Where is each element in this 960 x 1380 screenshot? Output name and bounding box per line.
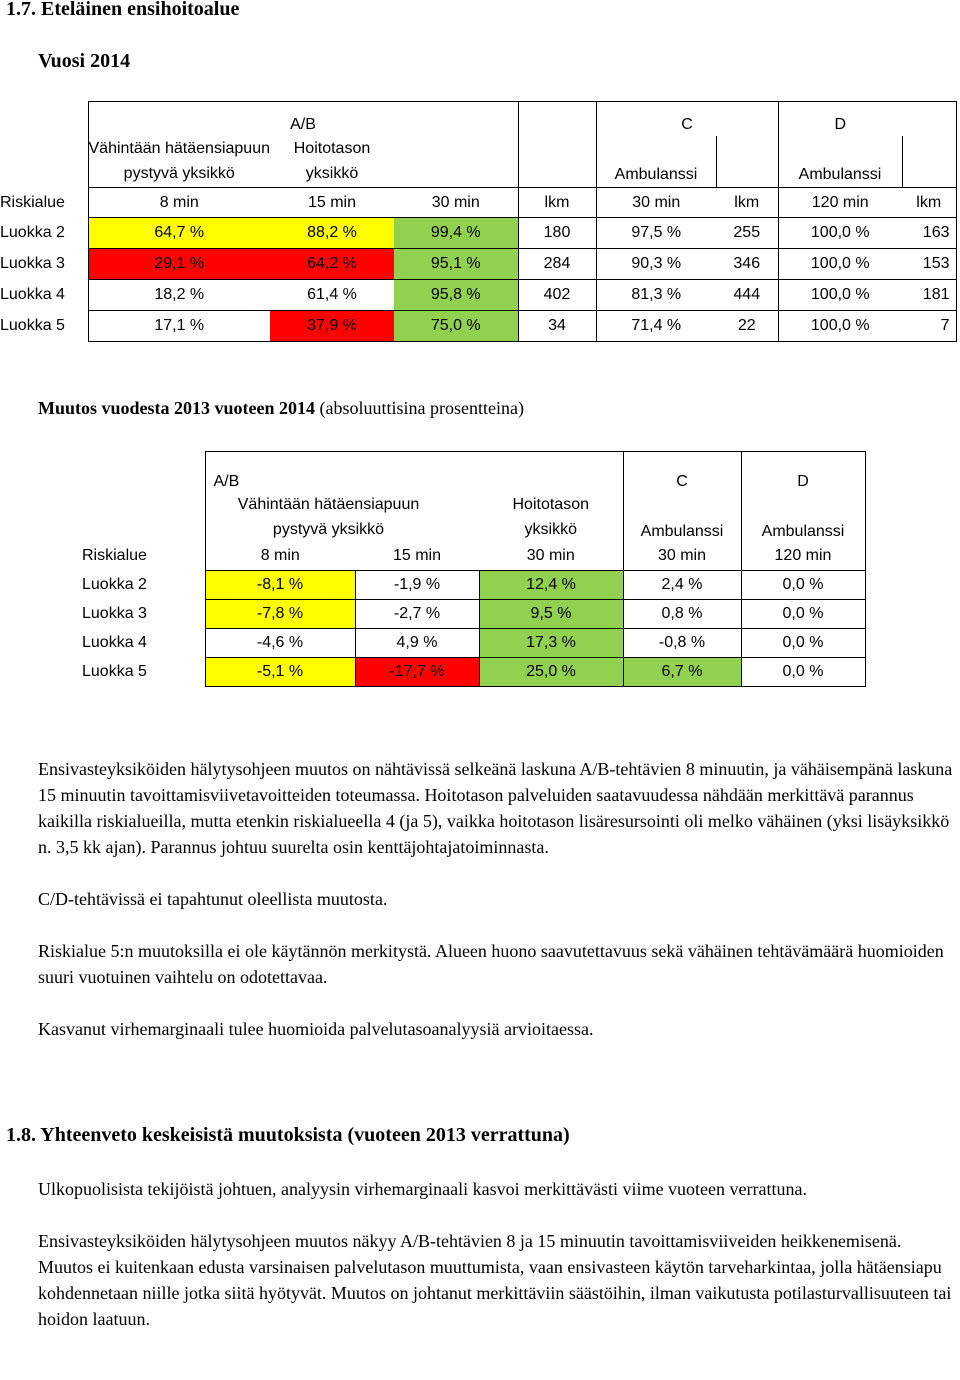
summary-text [38, 1176, 958, 1332]
table-cell: 100,0 % [778, 280, 902, 311]
table-row [0, 218, 956, 249]
table-cell: -2,7 % [355, 600, 479, 629]
table-cell: 0,0 % [741, 600, 865, 629]
table-cell: 9,5 % [479, 600, 623, 629]
col-header: 30 min [623, 542, 741, 571]
summary-title: 1.8. Yhteenveto keskeisistä muutoksista (vuoteen 2013 verrattuna) [6, 1124, 570, 1146]
table-cell: 284 [518, 249, 596, 280]
table-cell: 0,8 % [623, 600, 741, 629]
ambulance-d-label: Ambulanssi [778, 136, 902, 188]
table-cell: 0,0 % [741, 658, 865, 687]
group-c-header: C [596, 102, 778, 136]
table-cell: -8,1 % [205, 571, 355, 600]
row-label: Luokka 2 [0, 224, 65, 241]
col-header: lkm [518, 188, 596, 218]
table-cell: 7 [902, 311, 956, 342]
table-cell: 71,4 % [596, 311, 716, 342]
paragraph: Kasvanut virhemarginaali tulee huomioida palvelutasoanalyysiä arvioitaessa. [38, 1019, 594, 1039]
min-unit-label-2: pystyvä yksikkö [123, 165, 235, 183]
table-cell: 81,3 % [596, 280, 716, 311]
row-label: Luokka 4 [0, 286, 65, 303]
column-header-row [0, 188, 956, 218]
paragraph: C/D-tehtävissä ei tapahtunut oleellista muutosta. [38, 889, 388, 909]
col-header: 30 min [394, 188, 518, 218]
table-cell: 6,7 % [623, 658, 741, 687]
table-cell: 4,9 % [355, 629, 479, 658]
change-title [38, 398, 524, 419]
table-cell: 22 [716, 311, 778, 342]
ambulance-c-label: Ambulanssi [596, 136, 716, 188]
col-header: Riskialue [82, 547, 147, 564]
group-d-header: D [778, 102, 902, 136]
table-row [0, 249, 956, 280]
table-row [78, 600, 865, 629]
ambulance-c-label: Ambulanssi [623, 492, 741, 542]
col-header: 15 min [270, 188, 394, 218]
col-header: lkm [902, 188, 956, 218]
table-cell: 75,0 % [394, 311, 518, 342]
table-cell: 88,2 % [270, 218, 394, 249]
hoito-unit-label-2: yksikkö [524, 520, 577, 538]
table-cell: -0,8 % [623, 629, 741, 658]
col-header: lkm [716, 188, 778, 218]
table-cell: 90,3 % [596, 249, 716, 280]
group-ab-header: A/B [88, 102, 518, 136]
paragraph: Ensivasteyksiköiden hälytysohjeen muutos on nähtävissä selkeänä laskuna A/B-tehtävien 8 minuutin, ja vähäisempänä laskuna 15 minuutin tavoittamisviivetavoitteiden toteumassa. Hoitotason palveluiden saatavuudessa nähdään merkittävä parannus kaikilla riskialueilla, mutta etenkin riskialueella 4 (ja 5), vaikka hoitotason lisäresursointi oli melko vähäinen (yksi lisäyksikkö n. 3,5 kk ajan). Parannus johtuu suurelta osin kenttäjohtajatoiminnasta. [38, 759, 953, 857]
table-cell: 0,0 % [741, 629, 865, 658]
ambulance-d-label: Ambulanssi [741, 492, 865, 542]
table-cell: -5,1 % [205, 658, 355, 687]
table-row [0, 311, 956, 342]
hoito-unit-label-1: Hoitotason [293, 140, 371, 158]
table-cell: 402 [518, 280, 596, 311]
col-header: Riskialue [0, 193, 65, 211]
row-label: Luokka 2 [82, 576, 147, 593]
col-header: 30 min [596, 188, 716, 218]
hoito-unit-label-1: Hoitotason [512, 495, 589, 513]
table-cell: 12,4 % [479, 571, 623, 600]
table-cell: 25,0 % [479, 658, 623, 687]
table-cell: 153 [902, 249, 956, 280]
group-c-header: C [623, 452, 741, 492]
paragraph: Ulkopuolisista tekijöistä johtuen, analyysin virhemarginaali kasvoi merkittävästi viime vuoteen verrattuna. [38, 1179, 807, 1199]
table-row [78, 658, 865, 687]
table-cell: 2,4 % [623, 571, 741, 600]
section-title: 1.7. Eteläinen ensihoitoalue [6, 0, 240, 20]
col-header: 120 min [778, 188, 902, 218]
table-cell: 61,4 % [270, 280, 394, 311]
table-row [0, 280, 956, 311]
row-label: Luokka 5 [0, 317, 65, 334]
table-cell: 95,1 % [394, 249, 518, 280]
row-label: Luokka 3 [0, 255, 65, 272]
group-ab-header: A/B [205, 452, 623, 492]
table-cell: 29,1 % [88, 249, 270, 280]
table-cell: -17,7 % [355, 658, 479, 687]
col-header: 8 min [88, 188, 270, 218]
hoito-unit-label-2: yksikkö [305, 165, 359, 183]
table-cell: 99,4 % [394, 218, 518, 249]
min-unit-label-1: Vähintään hätäensiapuun [237, 495, 420, 513]
table-cell: 163 [902, 218, 956, 249]
change-title-bold: Muutos vuodesta 2013 vuoteen 2014 [38, 398, 316, 418]
row-label: Luokka 4 [82, 634, 147, 651]
table-cell: 64,2 % [270, 249, 394, 280]
min-unit-label-2: pystyvä yksikkö [272, 520, 385, 538]
column-header-row [78, 542, 865, 571]
table-cell: 97,5 % [596, 218, 716, 249]
paragraph: Ensivasteyksiköiden hälytysohjeen muutos näkyy A/B-tehtävien 8 ja 15 minuutin tavoittamisviiveiden heikkenemisenä. Muutos ei kuitenkaan edusta varsinaisen palvelutason muuttumista, vaan ensivasteen käytön tarveharkintaa, jolla hätäensiapu kohdennetaan niille jotka siitä hyötyvät. Muutos on johtanut merkittäviin säästöihin, ilman vaikutusta potilasturvallisuuteen tai hoidon laatuun. [38, 1231, 952, 1329]
change-table-2013-2014 [78, 451, 866, 687]
col-header: 30 min [526, 546, 575, 564]
table-cell: 37,9 % [270, 311, 394, 342]
table-cell: 346 [716, 249, 778, 280]
paragraph: Riskialue 5:n muutoksilla ei ole käytännön merkitystä. Alueen huono saavutettavuus sekä vähäinen tehtävämäärä huomioiden suuri vuotuinen vaihtelu on odotettavaa. [38, 941, 944, 987]
change-title-rest: (absoluuttisina prosentteina) [315, 398, 524, 418]
table-cell: 0,0 % [741, 571, 865, 600]
table-cell: 17,1 % [88, 311, 270, 342]
table-cell: 180 [518, 218, 596, 249]
group-d-header: D [741, 452, 865, 492]
table-cell: 100,0 % [778, 218, 902, 249]
table-cell: 444 [716, 280, 778, 311]
analysis-text [38, 756, 958, 1042]
year-title: Vuosi 2014 [38, 50, 131, 72]
table-row [78, 629, 865, 658]
col-header: 15 min [392, 546, 442, 564]
table-cell: 64,7 % [88, 218, 270, 249]
results-table-2014 [0, 101, 957, 342]
table-cell: 181 [902, 280, 956, 311]
table-cell: -4,6 % [205, 629, 355, 658]
table-cell: 100,0 % [778, 311, 902, 342]
row-label: Luokka 3 [82, 605, 147, 622]
table-cell: -1,9 % [355, 571, 479, 600]
col-header: 8 min [205, 542, 355, 571]
row-label: Luokka 5 [82, 663, 147, 680]
col-header: 120 min [741, 542, 865, 571]
table-cell: -7,8 % [205, 600, 355, 629]
min-unit-label-1: Vähintään hätäensiapuun [88, 140, 270, 158]
table-cell: 100,0 % [778, 249, 902, 280]
table-cell: 95,8 % [394, 280, 518, 311]
table-row [78, 571, 865, 600]
table-cell: 17,3 % [479, 629, 623, 658]
table-cell: 18,2 % [88, 280, 270, 311]
table-cell: 34 [518, 311, 596, 342]
table-cell: 255 [716, 218, 778, 249]
